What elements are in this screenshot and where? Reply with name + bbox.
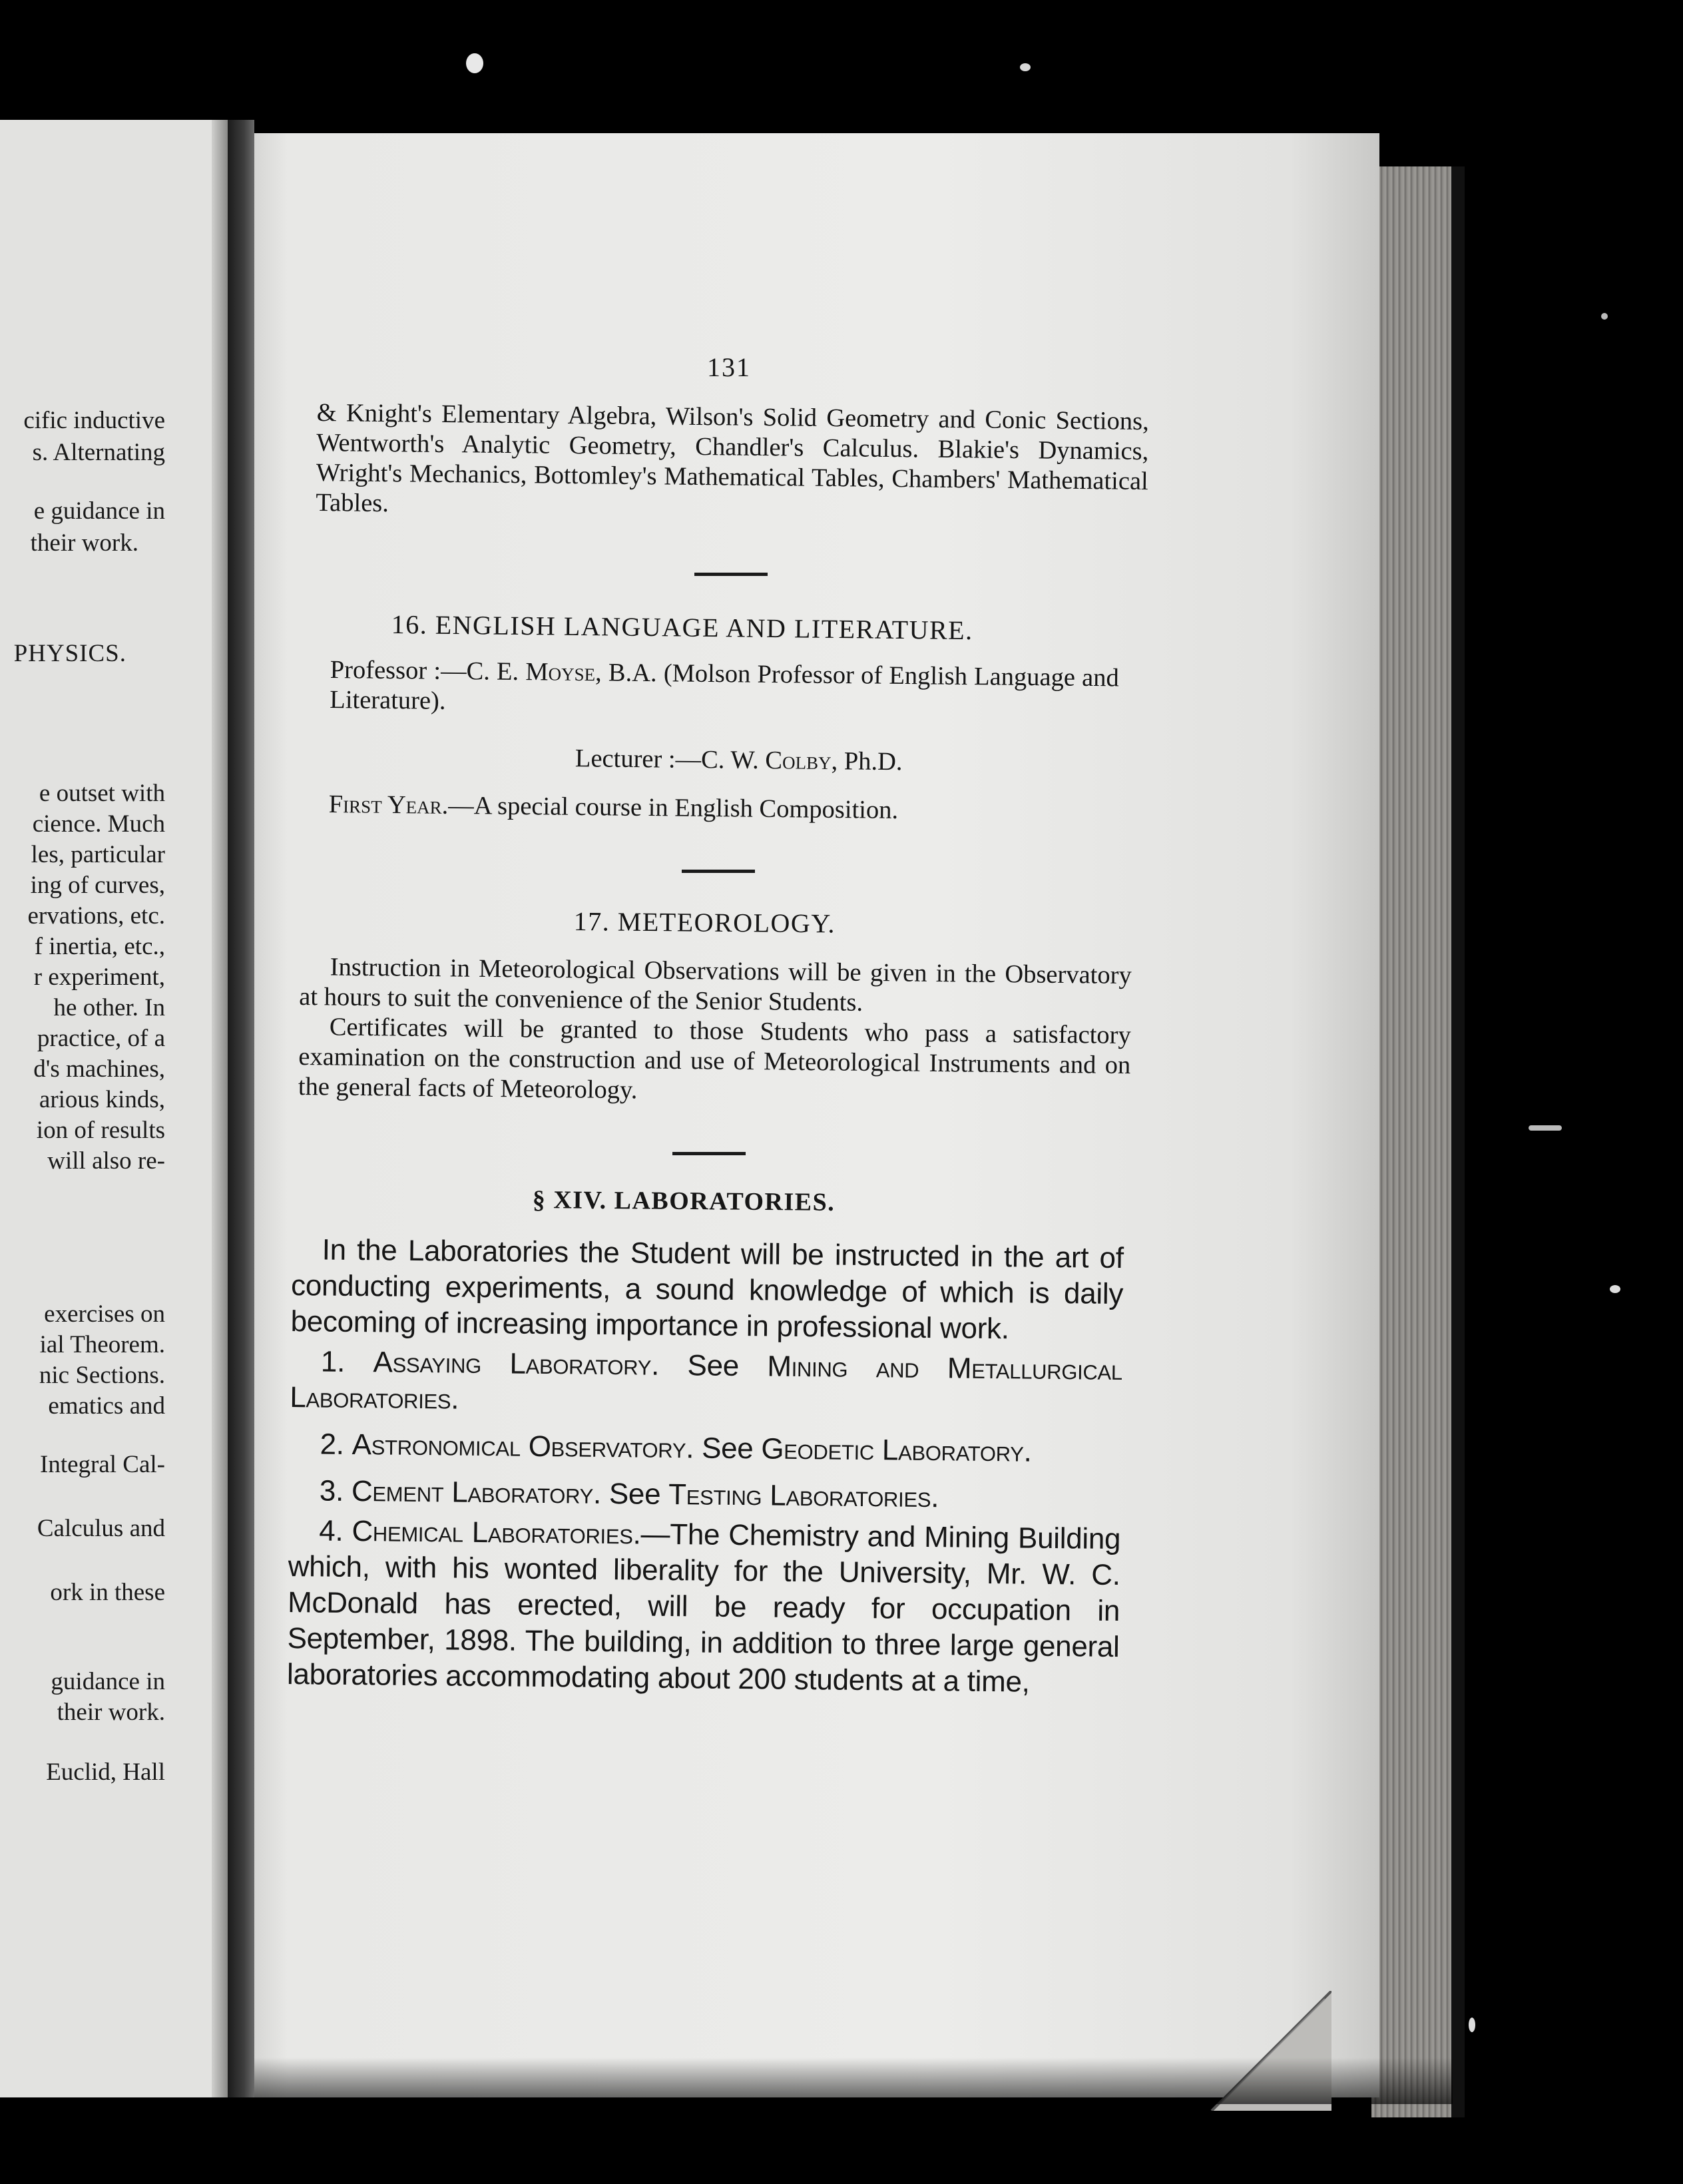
lab-item-number: 4. [319,1514,344,1547]
left-line: will also re- [47,1147,165,1175]
section-17-heading: 17. METEOROLOGY. [573,906,836,939]
lab-item-astronomical [289,1426,1121,1471]
lab-item-title: Assaying Laboratory [373,1346,652,1382]
page-edge-stack [1371,166,1451,2117]
lab-item-chemical [287,1513,1121,1701]
lecturer-line [506,743,972,778]
lab-item-end: . [1023,1435,1032,1468]
left-line: ork in these [50,1579,165,1606]
lecturer-suffix: , Ph.D. [831,747,903,776]
meteorology-paragraph-1: Instruction in Meteorological Observations will be given in the Observatory at hours to suit the convenience of the Senior Students. [299,953,1132,1017]
scan-speck [1610,1285,1620,1293]
lab-item-assaying [290,1344,1122,1424]
laboratories-intro: In the Laboratories the Student will be instructed in the art of conducting experiments, a sound knowledge of which is daily becoming of increasing importance in professional work. [290,1233,1124,1346]
lab-item-cement [289,1473,1121,1517]
lab-item-title: Cement Laboratory [351,1474,594,1510]
bottom-shadow [254,2057,1453,2104]
scan-speck [1601,313,1608,320]
left-line: their work. [57,1699,165,1726]
section-divider [694,573,768,576]
left-line: Euclid, Hall [46,1759,165,1786]
left-line: ervations, etc. [27,902,165,930]
lab-item-reference: Mining and Metallurgical Laboratories [290,1350,1123,1416]
professor-line [330,655,1119,723]
professor-prefix: Professor :—C. E. [330,655,526,686]
first-year-text: .—A special course in English Composition. [441,791,899,824]
lab-item-number: 1. [320,1345,346,1378]
left-line: ematics and [48,1392,165,1420]
left-page-gutter-shadow [212,120,228,2097]
lab-item-end: . [451,1382,459,1416]
laboratories-heading: § XIV. LABORATORIES. [532,1186,836,1217]
left-line: cific inductive [23,407,165,434]
left-line: ial Theorem. [39,1331,165,1358]
left-line: les, particular [31,841,165,868]
page-edge-shadow [1451,166,1465,2117]
section-divider [682,870,755,873]
left-line: ing of curves, [30,872,165,899]
lab-item-title: Chemical Laboratories [352,1514,633,1551]
left-line: nic Sections. [39,1362,165,1389]
first-year-label: First Year [328,790,442,820]
left-line: he other. In [53,994,165,1021]
professor-suffix: , B.A. (Molson Professor of English Language and Literature). [330,659,1119,715]
lecturer-prefix: Lecturer :—C. W. [575,744,766,775]
left-line: their work. [30,529,138,557]
section-17-body [298,952,1132,1111]
lab-item-text: .—The Chemistry and Mining Building which, with his wonted liberality for the University, Mr. W. C. McDonald has erected, will be ready for occupation in September, 1898. The building, in addition to three large general laboratories accommodating about 200 students at a time, [286,1517,1121,1699]
scan-speck [466,53,483,73]
page-number: 131 [707,352,751,382]
books-paragraph [316,398,1149,527]
section-divider [672,1152,746,1155]
left-line: cience. Much [32,810,165,838]
lab-item-see: . See [593,1477,669,1511]
section-16-professor [330,655,1119,723]
left-line: Integral Cal- [40,1451,165,1478]
left-line: practice, of a [37,1025,165,1052]
meteorology-paragraph-2: Certificates will be granted to those Students who pass a satisfactory examination on the construction and use of Meteorological Instruments and on the general facts of Meteorology. [298,1013,1131,1105]
book-spine [228,120,254,2097]
laboratories-body [287,1232,1124,1701]
professor-name: Moyse [525,658,596,687]
books-paragraph-text: & Knight's Elementary Algebra, Wilson's Solid Geometry and Conic Sections, Wentworth's Analytic Geometry, Chandler's Calculus. Blakie's Dynamics, Wright's Mechanics, Bottomley's Mathematical Tables, Chambers' Mathematical Tables. [316,398,1149,518]
left-line: ion of results [36,1117,165,1144]
left-line: s. Alternating [32,439,165,466]
left-line: e guidance in [33,497,165,525]
scan-speck [1529,1125,1562,1131]
lab-item-see: . See [650,1348,768,1383]
left-line: exercises on [44,1300,165,1328]
left-line: r experiment, [33,963,165,991]
left-line: e outset with [39,780,165,807]
lecturer-name: Colby [765,746,832,776]
scan-speck [1020,63,1031,71]
lab-item-see: . See [685,1432,762,1466]
left-line: arious kinds, [39,1086,165,1113]
lab-item-title: Astronomical Observatory [352,1428,686,1465]
lab-item-number: 2. [320,1428,345,1461]
section-16-heading: 16. ENGLISH LANGUAGE AND LITERATURE. [391,609,973,646]
lab-item-number: 3. [319,1474,344,1507]
section-16-lecturer [506,743,972,778]
left-line: d's machines, [33,1055,165,1083]
left-line: f inertia, etc., [34,933,165,960]
scan-speck [1469,2018,1475,2032]
left-page [0,120,226,2097]
left-line: guidance in [51,1668,165,1695]
lab-item-reference: Testing Laboratories [668,1478,931,1514]
left-line: PHYSICS. [13,640,126,667]
lab-item-reference: Geodetic Laboratory [761,1432,1024,1468]
left-line: Calculus and [37,1515,165,1542]
lab-item-end: . [930,1481,939,1514]
